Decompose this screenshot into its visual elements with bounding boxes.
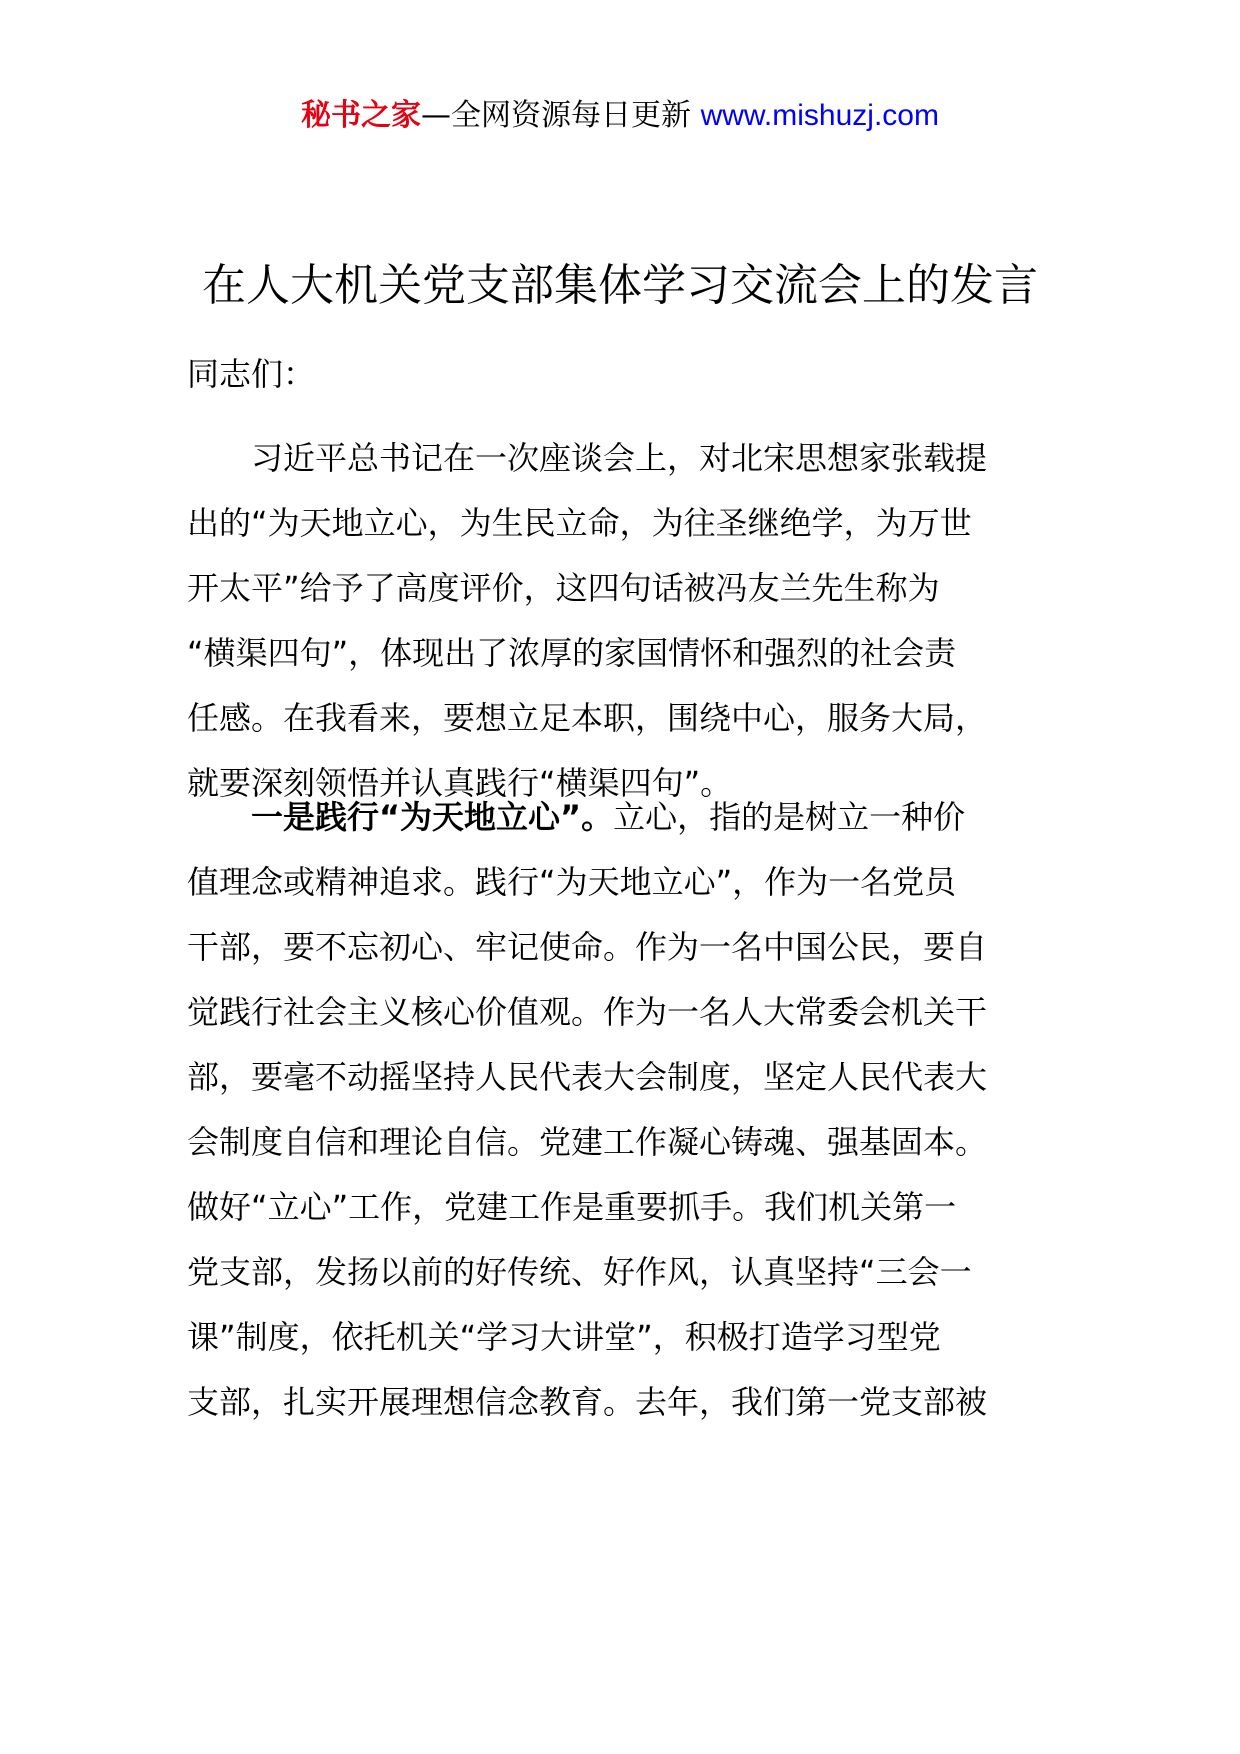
site-header xyxy=(0,96,1240,136)
header-tagline: —全网资源每日更新 xyxy=(421,98,692,133)
paragraph-line xyxy=(187,785,1055,850)
paragraph-intro xyxy=(187,426,1055,816)
section-heading: 一是践行“为天地立心”。 xyxy=(251,798,614,836)
paragraph-line: 就要深刻领悟并认真践行“横渠四句”。 xyxy=(187,764,733,802)
site-url-link[interactable]: www.mishuzj.com xyxy=(700,99,939,132)
paragraph-line: 部，要毫不动摇坚持人民代表大会制度，坚定人民代表大 xyxy=(187,1058,988,1096)
paragraph-line: 开太平”给予了高度评价，这四句话被冯友兰先生称为 xyxy=(187,569,940,607)
paragraph-line: 习近平总书记在一次座谈会上，对北宋思想家张载提 xyxy=(251,439,988,477)
document-title: 在人大机关党支部集体学习交流会上的发言 xyxy=(202,260,1038,311)
paragraph-line: 出的“为天地立心，为生民立命，为往圣继绝学，为万世 xyxy=(187,504,972,542)
paragraph-section-one xyxy=(187,785,1055,1435)
paragraph-line-rest: 立心，指的是树立一种价 xyxy=(613,798,966,836)
paragraph-line: “横渠四句”，体现出了浓厚的家国情怀和强烈的社会责 xyxy=(187,634,957,672)
paragraph-line: 觉践行社会主义核心价值观。作为一名人大常委会机关干 xyxy=(187,993,988,1031)
brand-name: 秘书之家 xyxy=(301,98,422,133)
paragraph-line: 党支部，发扬以前的好传统、好作风，认真坚持“三会一 xyxy=(187,1253,972,1291)
paragraph-line: 课”制度，依托机关“学习大讲堂”，积极打造学习型党 xyxy=(187,1318,941,1356)
paragraph-line: 干部，要不忘初心、牢记使命。作为一名中国公民，要自 xyxy=(187,928,988,966)
paragraph-line: 支部，扎实开展理想信念教育。去年，我们第一党支部被 xyxy=(187,1383,988,1421)
paragraph-line: 任感。在我看来，要想立足本职，围绕中心，服务大局， xyxy=(187,699,988,737)
paragraph-line: 做好“立心”工作，党建工作是重要抓手。我们机关第一 xyxy=(187,1188,957,1226)
salutation: 同志们： xyxy=(187,355,316,393)
paragraph-line: 会制度自信和理论自信。党建工作凝心铸魂、强基固本。 xyxy=(187,1123,988,1161)
paragraph-line: 值理念或精神追求。践行“为天地立心”，作为一名党员 xyxy=(187,863,957,901)
